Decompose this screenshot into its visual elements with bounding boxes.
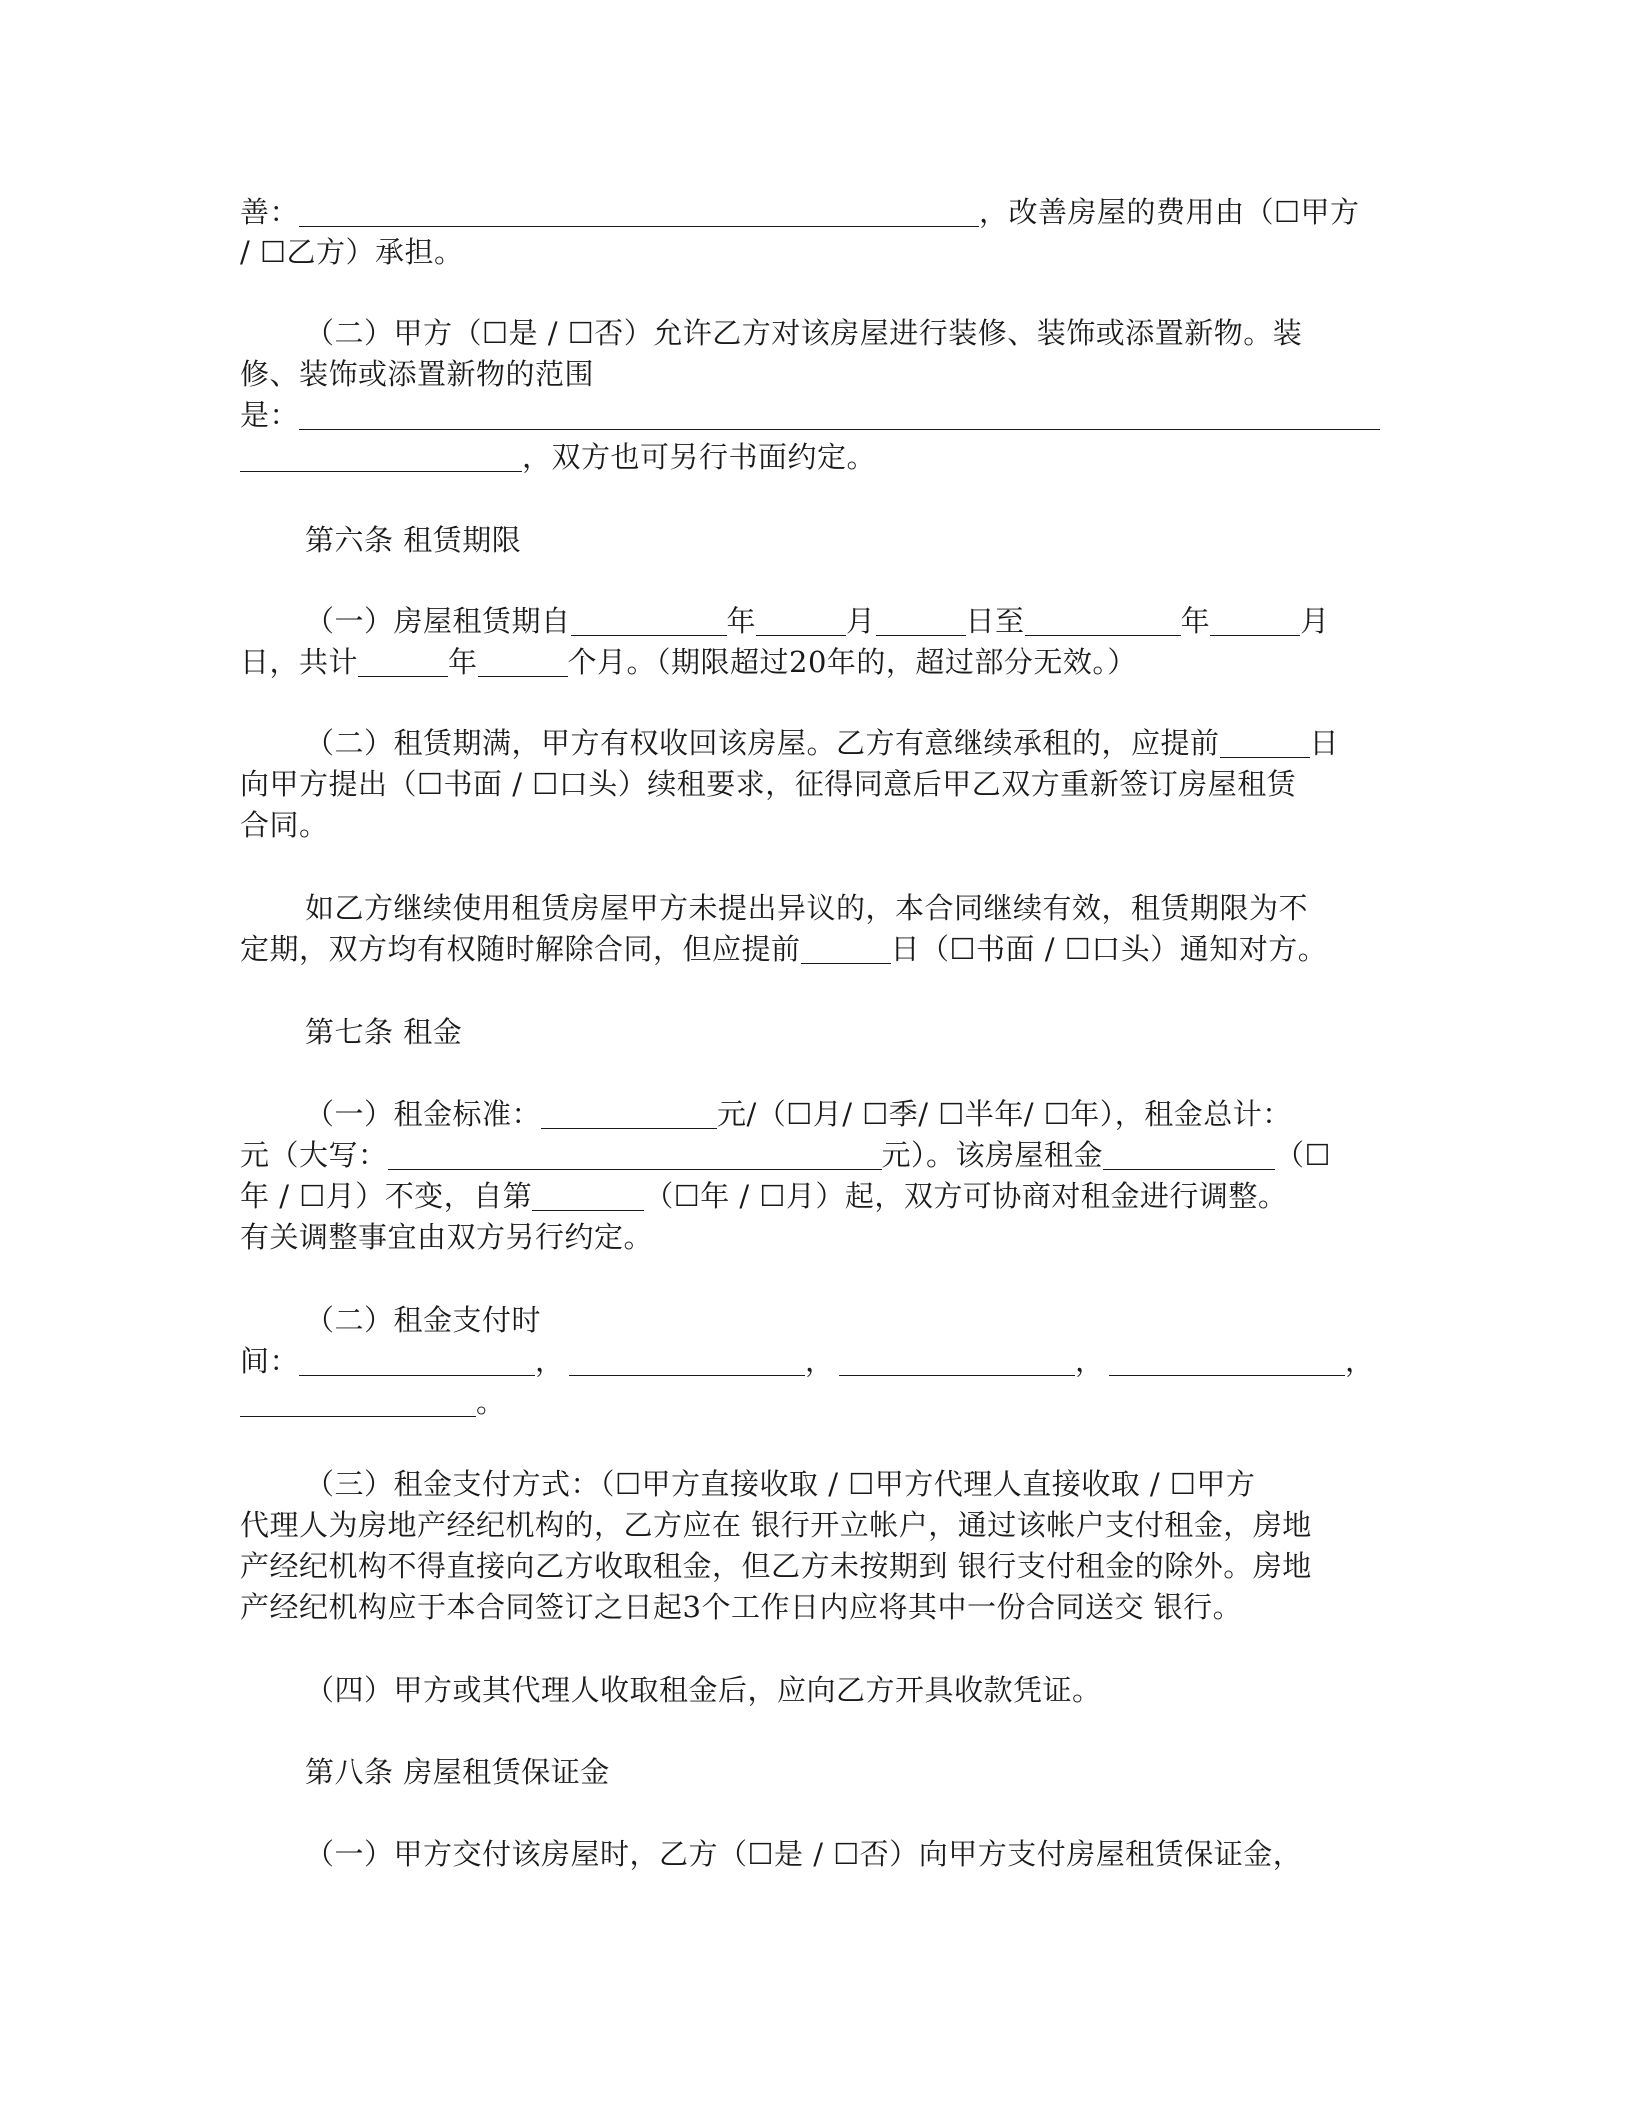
fill-blank-date [569, 1345, 805, 1376]
article-7-clause3-line1: （三）租金支付方式：（☐甲方直接收取 / ☐甲方代理人直接收取 / ☐甲方 [305, 1467, 1256, 1501]
article-7-clause2-line3 [240, 1382, 1380, 1422]
article-6-clause1-line2 [240, 642, 1380, 682]
fill-blank-month [756, 605, 846, 636]
article-6-clause2-line2: 向甲方提出（☐书面 / ☐口头）续租要求，征得同意后甲乙双方重新签订房屋租赁 [240, 767, 1297, 801]
fill-blank-rent [541, 1098, 717, 1129]
text: 元/（☐月/ ☐季/ ☐半年/ ☐年），租金总计： [717, 1097, 1292, 1131]
fill-blank-month [1210, 605, 1300, 636]
fill-blank-date [839, 1345, 1075, 1376]
article-7-heading: 第七条 租金 [305, 1015, 463, 1049]
text: 个月。（期限超过20年的，超过部分无效。） [567, 645, 1137, 679]
text: 日 [1309, 726, 1340, 760]
text: 年 [726, 604, 757, 638]
text: 是： [240, 398, 300, 432]
fill-blank-days [801, 933, 891, 964]
fill-blank-date [299, 1345, 535, 1376]
text: （一）租金标准： [305, 1097, 542, 1131]
para-improvement-line1 [240, 192, 1380, 232]
text: 年 / ☐月）不变，自第 [240, 1179, 533, 1213]
fill-blank-year [1025, 605, 1181, 636]
text: ，改善房屋的费用由（☐甲方 [979, 195, 1360, 229]
article-7-clause2-line1: （二）租金支付时 [305, 1303, 542, 1337]
text: 间： [240, 1344, 300, 1378]
text: 定期，双方均有权随时解除合同，但应提前 [240, 932, 801, 966]
text: （一）房屋租赁期自 [305, 604, 571, 638]
fill-blank [299, 399, 1380, 430]
article-6-heading: 第六条 租赁期限 [305, 523, 522, 557]
article-8-clause1-line1: （一）甲方交付该房屋时，乙方（☐是 / ☐否）向甲方支付房屋租赁保证金， [305, 1837, 1303, 1871]
text: 月 [846, 604, 876, 638]
text: （☐ [1275, 1138, 1332, 1172]
article-6-clause1-line1 [305, 601, 1380, 641]
clause-decoration-line4 [240, 437, 1380, 477]
article-7-clause3-line2: 代理人为房地产经纪机构的，乙方应在 银行开立帐户，通过该帐户支付租金，房地 [240, 1508, 1312, 1542]
fill-blank-year [571, 605, 727, 636]
fill-blank [299, 196, 979, 227]
article-7-clause3-line3: 产经纪机构不得直接向乙方收取租金，但乙方未按期到 银行支付租金的除外。房地 [240, 1549, 1312, 1583]
article-6-clause2-line1 [305, 723, 1380, 763]
article-8-heading: 第八条 房屋租赁保证金 [305, 1755, 610, 1789]
fill-blank-day [876, 605, 966, 636]
text: 日至 [965, 604, 1025, 638]
fill-blank-period [1103, 1139, 1275, 1170]
article-7-clause1-line2 [240, 1135, 1380, 1175]
article-7-clause1-line3 [240, 1176, 1380, 1216]
article-7-clause2-line2 [240, 1341, 1380, 1381]
clause-decoration-line3 [240, 395, 1380, 435]
article-6-clause3-line2 [240, 929, 1380, 969]
text: 善： [240, 195, 300, 229]
text: 。 [476, 1385, 506, 1419]
text: ，双方也可另行书面约定。 [522, 440, 877, 474]
text: （二）租赁期满，甲方有权收回该房屋。乙方有意继续承租的，应提前 [305, 726, 1220, 760]
clause-decoration-line2: 修、装饰或添置新物的范围 [240, 357, 595, 391]
fill-blank-months [478, 646, 568, 677]
text: 元）。该房屋租金 [881, 1138, 1104, 1172]
article-6-clause2-line3: 合同。 [240, 808, 329, 842]
fill-blank-days [1220, 727, 1310, 758]
para-improvement-line2: / ☐乙方）承担。 [240, 235, 464, 269]
article-7-clause1-line1 [305, 1094, 1380, 1134]
fill-blank-date [1109, 1345, 1345, 1376]
text: 年 [1180, 604, 1211, 638]
text: 月 [1300, 604, 1330, 638]
text: ， [535, 1344, 565, 1378]
fill-blank [240, 441, 522, 472]
text: 日，共计 [240, 645, 359, 679]
fill-blank-years [358, 646, 448, 677]
text: ， [1075, 1344, 1105, 1378]
fill-blank-start [532, 1180, 644, 1211]
article-7-clause4-line1: （四）甲方或其代理人收取租金后，应向乙方开具收款凭证。 [305, 1673, 1102, 1707]
text: （☐年 / ☐月）起，双方可协商对租金进行调整。 [644, 1179, 1288, 1213]
clause-decoration-line1: （二）甲方（☐是 / ☐否）允许乙方对该房屋进行装修、装饰或添置新物。装 [305, 316, 1303, 350]
text: 年 [448, 645, 478, 679]
text: 日（☐书面 / ☐口头）通知对方。 [890, 932, 1328, 966]
article-7-clause3-line4: 产经纪机构应于本合同签订之日起3个工作日内应将其中一份合同送交 银行。 [240, 1590, 1243, 1624]
article-7-clause1-line4: 有关调整事宜由双方另行约定。 [240, 1220, 654, 1254]
fill-blank-date [240, 1386, 476, 1417]
text: 元（大写： [240, 1138, 388, 1172]
article-6-clause3-line1: 如乙方继续使用租赁房屋甲方未提出异议的，本合同继续有效，租赁期限为不 [305, 891, 1309, 925]
fill-blank-amount-words [388, 1139, 882, 1170]
text: ， [805, 1344, 835, 1378]
text: ， [1345, 1344, 1375, 1378]
